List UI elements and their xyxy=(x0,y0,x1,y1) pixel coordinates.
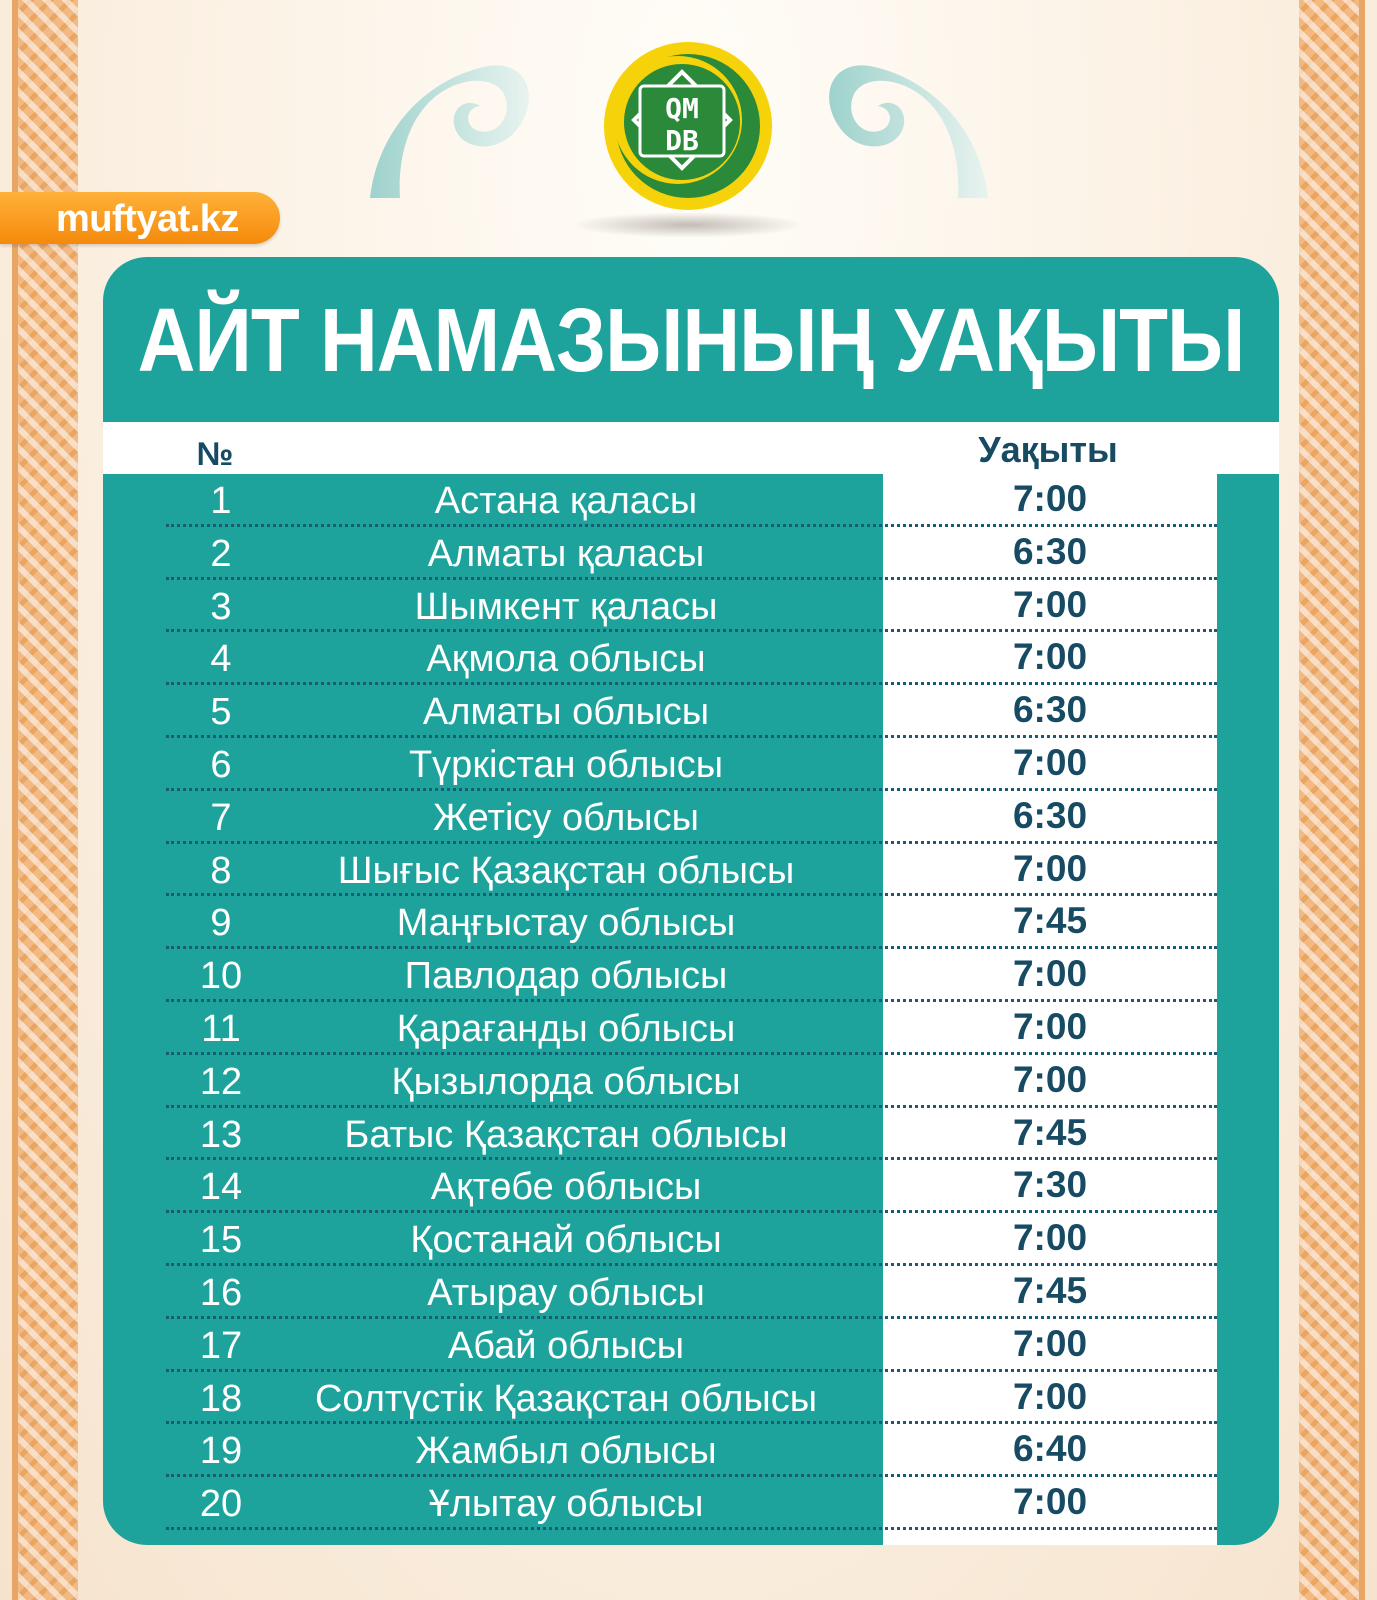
table-row xyxy=(166,1372,1217,1425)
row-region-name: Павлодар облысы xyxy=(404,955,728,998)
row-number: 6 xyxy=(210,743,232,786)
right-horn-ornament xyxy=(820,58,990,208)
row-prayer-time: 6:40 xyxy=(1012,1428,1088,1470)
table-row xyxy=(166,791,1217,844)
table-row xyxy=(166,1424,1217,1477)
row-number: 15 xyxy=(199,1219,243,1262)
logo-text-bottom: DB xyxy=(665,124,699,157)
row-number: 12 xyxy=(199,1060,243,1103)
table-row xyxy=(166,1319,1217,1372)
row-prayer-time: 6:30 xyxy=(1012,689,1088,731)
row-number: 4 xyxy=(210,638,232,681)
row-prayer-time: 7:00 xyxy=(1012,1481,1088,1523)
row-region-name: Қызылорда облысы xyxy=(391,1060,741,1103)
table-row xyxy=(166,1266,1217,1319)
site-tag[interactable] xyxy=(0,192,280,244)
table-row xyxy=(166,844,1217,897)
row-prayer-time: 7:00 xyxy=(1012,1322,1088,1364)
table-row xyxy=(166,1160,1217,1213)
logo-shadow xyxy=(570,212,806,238)
table-row xyxy=(166,896,1217,949)
row-prayer-time: 7:00 xyxy=(1012,583,1088,625)
row-number: 18 xyxy=(199,1377,243,1420)
row-number: 19 xyxy=(199,1430,243,1473)
row-number: 3 xyxy=(210,585,232,628)
row-region-name: Шығыс Қазақстан облысы xyxy=(337,849,795,892)
row-prayer-time: 7:00 xyxy=(1012,1217,1088,1259)
left-horn-ornament xyxy=(368,58,538,208)
table-row xyxy=(166,1213,1217,1266)
row-prayer-time: 7:45 xyxy=(1012,900,1088,942)
row-prayer-time: 6:30 xyxy=(1012,794,1088,836)
row-region-name: Абай облысы xyxy=(447,1324,685,1367)
right-ornament-border xyxy=(1299,0,1359,1600)
schedule-card xyxy=(103,257,1279,1545)
row-number: 13 xyxy=(199,1113,243,1156)
row-region-name: Астана қаласы xyxy=(434,480,698,522)
table-row xyxy=(166,738,1217,791)
row-region-name: Жетісу облысы xyxy=(433,796,699,839)
row-prayer-time: 7:00 xyxy=(1012,741,1088,783)
row-region-name: Ұлытау облысы xyxy=(428,1483,704,1526)
row-prayer-time: 7:00 xyxy=(1012,478,1088,519)
table-row xyxy=(166,527,1217,580)
site-url: muftyat.kz xyxy=(56,198,239,240)
row-number: 1 xyxy=(210,480,232,522)
table-row xyxy=(166,1108,1217,1161)
row-prayer-time: 7:45 xyxy=(1012,1269,1088,1311)
row-prayer-time: 7:00 xyxy=(1012,1375,1088,1417)
row-prayer-time: 7:00 xyxy=(1012,636,1088,678)
row-number: 9 xyxy=(210,902,232,945)
row-prayer-time: 7:45 xyxy=(1012,1111,1088,1153)
row-region-name: Түркістан облысы xyxy=(408,743,724,786)
row-number: 14 xyxy=(199,1166,243,1209)
row-prayer-time: 7:00 xyxy=(1012,847,1088,889)
row-region-name: Шымкент қаласы xyxy=(414,585,718,628)
column-header-time: Уақыты xyxy=(978,429,1118,470)
row-region-name: Қарағанды облысы xyxy=(396,1007,736,1050)
row-number: 17 xyxy=(199,1324,243,1367)
table-row xyxy=(166,1477,1217,1530)
table-row xyxy=(166,1002,1217,1055)
row-number: 2 xyxy=(210,532,232,575)
row-number: 10 xyxy=(199,955,243,998)
row-region-name: Жамбыл облысы xyxy=(415,1430,717,1473)
row-region-name: Ақмола облысы xyxy=(426,638,706,681)
table-row xyxy=(166,580,1217,633)
column-header-number: № xyxy=(196,435,234,472)
row-prayer-time: 7:30 xyxy=(1012,1164,1088,1206)
row-number: 16 xyxy=(199,1271,243,1314)
logo-text-top: QM xyxy=(665,92,699,125)
row-prayer-time: 7:00 xyxy=(1012,953,1088,995)
table-row xyxy=(166,474,1217,527)
row-number: 5 xyxy=(210,691,232,734)
table-row xyxy=(166,949,1217,1002)
row-number: 8 xyxy=(210,849,232,892)
row-region-name: Маңғыстау облысы xyxy=(396,902,736,945)
qmdb-logo xyxy=(602,40,774,212)
row-region-name: Алматы қаласы xyxy=(427,532,705,575)
row-region-name: Қостанай облысы xyxy=(410,1219,722,1262)
table-row xyxy=(166,685,1217,738)
schedule-rows xyxy=(103,474,1279,1530)
row-number: 11 xyxy=(201,1007,241,1050)
row-prayer-time: 6:30 xyxy=(1012,530,1088,572)
row-prayer-time: 7:00 xyxy=(1012,1005,1088,1047)
row-prayer-time: 7:00 xyxy=(1012,1058,1088,1100)
row-region-name: Ақтөбе облысы xyxy=(430,1166,702,1209)
row-region-name: Атырау облысы xyxy=(427,1271,705,1314)
row-region-name: Батыс Қазақстан облысы xyxy=(344,1113,788,1156)
table-row xyxy=(166,1055,1217,1108)
row-region-name: Алматы облысы xyxy=(422,691,710,734)
page-title: АЙТ НАМАЗЫНЫҢ УАҚЫТЫ xyxy=(137,290,1245,391)
table-row xyxy=(166,632,1217,685)
row-number: 7 xyxy=(210,796,232,839)
row-number: 20 xyxy=(199,1483,243,1526)
row-region-name: Солтүстік Қазақстан облысы xyxy=(314,1377,817,1420)
